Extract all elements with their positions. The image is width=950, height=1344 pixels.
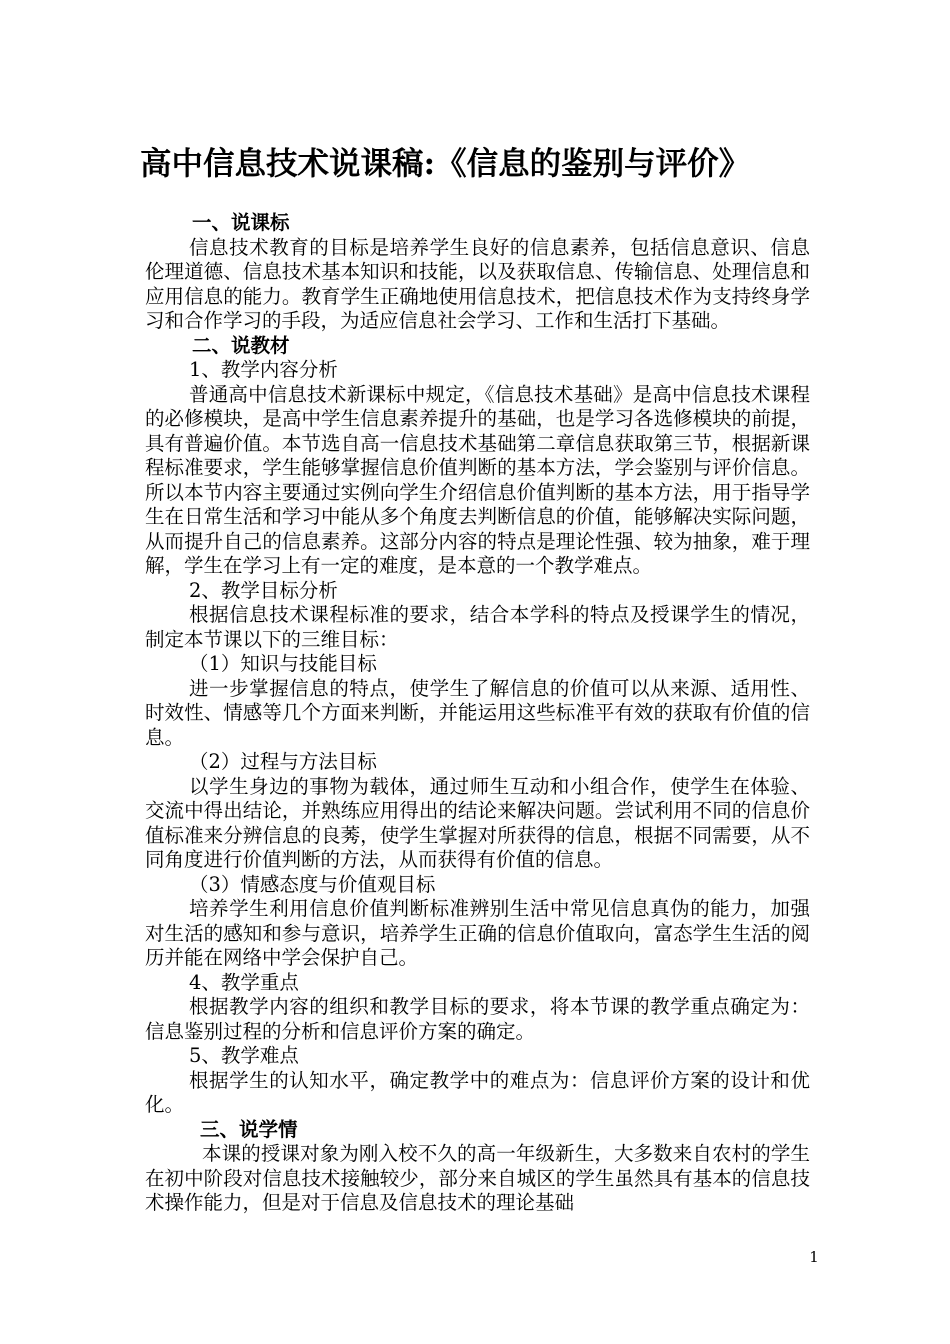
paragraph-student-analysis: 本课的授课对象为刚入校不久的高一年级新生，大多数来自农村的学生在初中阶段对信息技术接触较少，部分来自城区的学生虽然具有基本的信息技术操作能力，但是对于信息及信息技术的理论基础: [145, 1142, 810, 1214]
subheading-goal-analysis: 2、教学目标分析: [189, 578, 338, 602]
subheading-teaching-difficulty: 5、教学难点: [189, 1044, 299, 1067]
subheading-knowledge-skills: （1）知识与技能目标: [189, 652, 377, 675]
section-heading-student-analysis: 三、说学情: [200, 1117, 298, 1141]
document-body: [145, 211, 810, 1216]
document-title: 高中信息技术说课稿:《信息的鉴别与评价》: [140, 145, 751, 182]
paragraph-process-methods: 以学生身边的事物为载体，通过师生互动和小组合作，使学生在体验、交流中得出结论，并熟练应用得出的结论来解决问题。尝试利用不同的信息价值标准来分辨信息的良莠，使学生掌握对所获得的信息，根据不同需要，从不同角度进行价值判断的方法，从而获得有价值的信息。: [145, 774, 810, 871]
paragraph-knowledge-skills: 进一步掌握信息的特点，使学生了解信息的价值可以从来源、适用性、时效性、情感等几个方面来判断，并能运用这些标准平有效的获取有价值的信息。: [145, 676, 810, 749]
paragraph-teaching-difficulty: 根据学生的认知水平，确定教学中的难点为：信息评价方案的设计和优化。: [145, 1068, 810, 1116]
paragraph-teaching-focus: 根据教学内容的组织和教学目标的要求，将本节课的教学重点确定为：信息鉴别过程的分析和信息评价方案的确定。: [145, 995, 810, 1043]
paragraph-emotion-values: 培养学生利用信息价值判断标准辨别生活中常见信息真伪的能力，加强对生活的感知和参与意识，培养学生正确的信息价值取向，富态学生生活的阅历并能在网络中学会保护自己。: [145, 897, 810, 969]
subheading-teaching-focus: 4、教学重点: [189, 970, 299, 994]
subheading-emotion-values: （3）情感态度与价值观目标: [189, 872, 436, 896]
page-number: 1: [809, 1248, 819, 1266]
subheading-process-methods: （2）过程与方法目标: [189, 750, 377, 773]
paragraph-content-analysis: 普通高中信息技术新课标中规定，《信息技术基础》是高中信息技术课程的必修模块，是高中学生信息素养提升的基础，也是学习各选修模块的前提，具有普遍价值。本节选自高一信息技术基础第二章信息获取第三节，根据新课程标准要求，学生能够掌握信息价值判断的基本方法，学会鉴别与评价信息。所以本节内容主要通过实例向学生介绍信息价值判断的基本方法，用于指导学生在日常生活和学习中能从多个角度去判断信息的价值，能够解决实际问题，从而提升自己的信息素养。这部分内容的特点是理论性强、较为抽象，难于理解，学生在学习上有一定的难度，是本意的一个教学难点。: [145, 382, 810, 577]
section-heading-textbook: 二、说教材: [192, 333, 290, 357]
subheading-content-analysis: 1、教学内容分析: [189, 358, 338, 381]
paragraph-curriculum-standard: 信息技术教育的目标是培养学生良好的信息素养，包括信息意识、信息伦理道德、信息技术基本知识和技能，以及获取信息、传输信息、处理信息和应用信息的能力。教育学生正确地使用信息技术，把信息技术作为支持终身学习和合作学习的手段，为适应信息社会学习、工作和生活打下基础。: [145, 235, 810, 332]
paragraph-goal-analysis: 根据信息技术课程标准的要求，结合本学科的特点及授课学生的情况，制定本节课以下的三维目标：: [145, 603, 810, 651]
section-heading-curriculum-standard: 一、说课标: [192, 211, 290, 234]
